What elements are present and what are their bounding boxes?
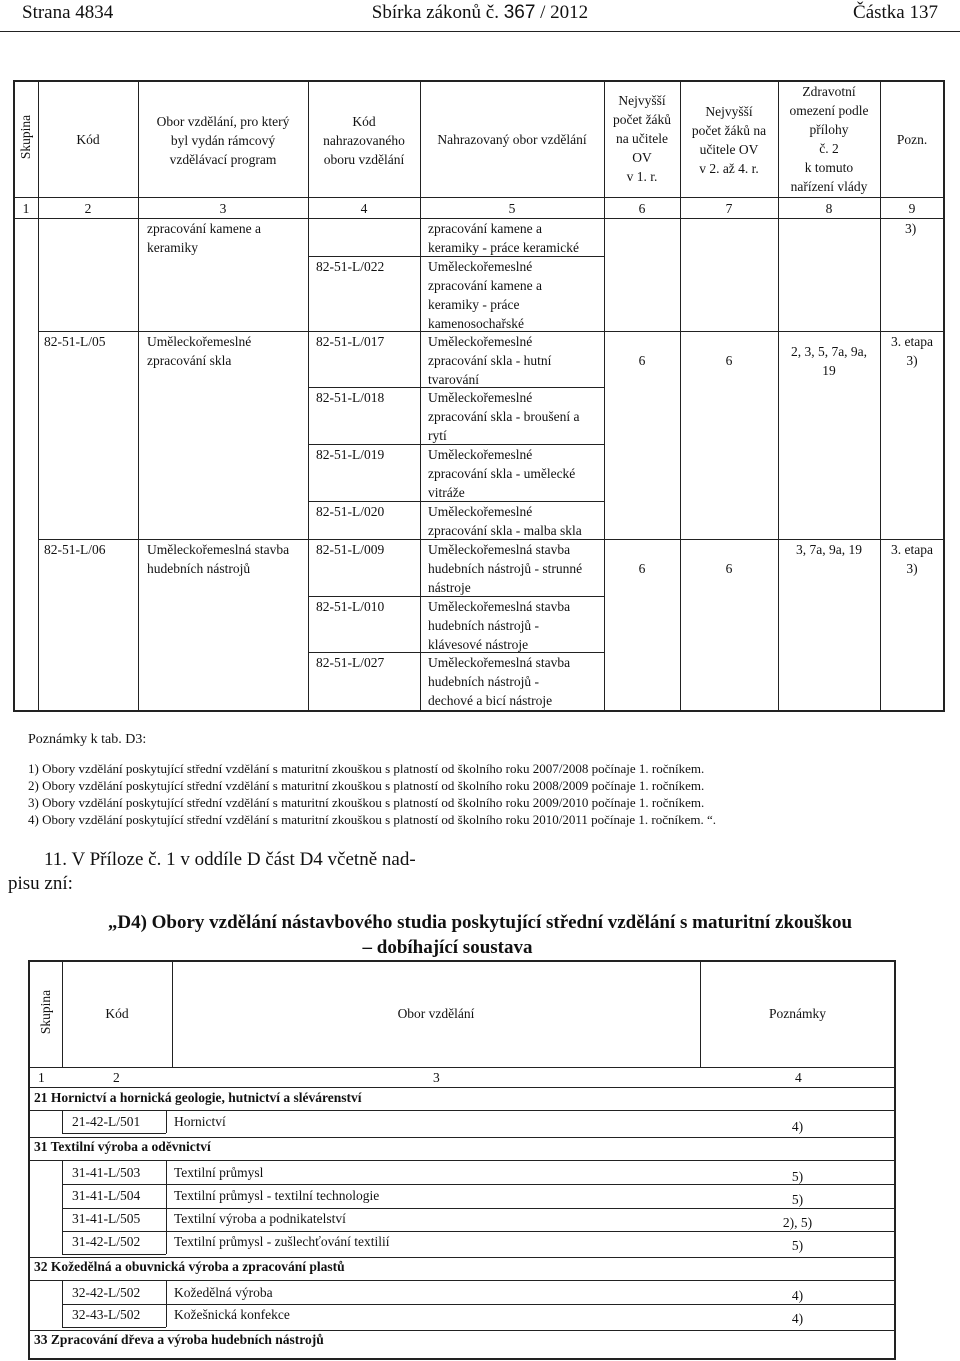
t2-obor: Textilní průmysl - zušlechťování textilií	[174, 1234, 390, 1249]
t1-zaku-2-4r: 6	[725, 353, 733, 368]
note-item: 3) Obory vzdělání poskytující střední vzdělání s maturitní zkouškou s platností od školního roku 2009/2010 počínaje 1. ročníkem.	[28, 795, 705, 810]
t1-header-zaku-1r: Nejvyšší počet žáků na učitele OV v 1. r.	[612, 93, 672, 184]
t1-kod: 82-51-L/06	[44, 542, 106, 557]
t1-kod: 82-51-L/05	[44, 334, 106, 349]
t2-kod: 31-42-L/502	[72, 1234, 141, 1249]
t1-zdravotni: 3, 7a, 9a, 19	[796, 542, 862, 557]
t1-colnum: 5	[508, 201, 516, 216]
collection-year: / 2012	[540, 2, 589, 23]
t2-kod: 32-42-L/502	[72, 1285, 141, 1300]
t1-pozn: 3)	[905, 221, 917, 236]
t1-obor: zpracování kamene a keramiky	[147, 221, 261, 255]
t1-zdravotni: 2, 3, 5, 7a, 9a, 19	[790, 344, 868, 378]
t1-kod-nahr: 82-51-L/009	[316, 542, 385, 557]
t1-nahr-obor: Uměleckořemeslné zpracování skla - broušení a rytí	[428, 390, 580, 443]
t1-colnum: 9	[908, 201, 916, 216]
t1-kod-nahr: 82-51-L/010	[316, 599, 385, 614]
t1-header-zdravotni: Zdravotní omezení podle přílohy č. 2 k tomuto nařízení vlády	[789, 84, 869, 194]
t2-colnum: 2	[113, 1070, 120, 1085]
t1-header-kod-nahr: Kód nahrazovaného oboru vzdělání	[323, 114, 405, 167]
t2-obor: Textilní výroba a podnikatelství	[174, 1211, 346, 1226]
t2-kod: 21-42-L/501	[72, 1114, 141, 1129]
t1-header-kod: Kód	[76, 132, 100, 147]
t2-group-title: 21 Hornictví a hornická geologie, hutnictví a slévárenství	[34, 1090, 362, 1105]
collection-prefix: Sbírka zákonů č.	[371, 2, 499, 23]
t1-colnum: 7	[725, 201, 733, 216]
t1-zaku-2-4r: 6	[725, 561, 733, 576]
t2-pozn: 4)	[791, 1311, 804, 1326]
part-number: Částka 137	[853, 2, 938, 23]
t2-pozn: 4)	[791, 1288, 804, 1303]
t1-colnum: 2	[84, 201, 92, 216]
t1-colnum: 4	[360, 201, 368, 216]
t2-pozn: 2), 5)	[782, 1215, 813, 1230]
t1-nahr-obor: Uměleckořemeslná stavba hudebních nástrojů - dechové a bicí nástroje	[428, 655, 571, 708]
t2-group-title: 31 Textilní výroba a oděvnictví	[34, 1139, 211, 1154]
t2-group-title: 33 Zpracování dřeva a výroba hudebních nástrojů	[34, 1332, 324, 1347]
t1-header-pozn: Pozn.	[896, 132, 928, 147]
collection-reference	[0, 2, 960, 24]
t2-obor: Hornictví	[174, 1114, 226, 1129]
collection-number: 367	[503, 2, 536, 23]
t1-colnum: 3	[219, 201, 227, 216]
note-item: 2) Obory vzdělání poskytující střední vzdělání s maturitní zkouškou s platností od školního roku 2008/2009 počínaje 1. ročníkem.	[28, 778, 705, 793]
t1-kod-nahr: 82-51-L/019	[316, 447, 385, 462]
note-item: 1) Obory vzdělání poskytující střední vzdělání s maturitní zkouškou s platností od školního roku 2007/2008 počínaje 1. ročníkem.	[28, 761, 705, 776]
t2-obor: Textilní průmysl	[174, 1165, 264, 1180]
t1-kod-nahr: 82-51-L/018	[316, 390, 385, 405]
t2-kod: 31-41-L/505	[72, 1211, 141, 1226]
t2-pozn: 5)	[791, 1192, 804, 1207]
t1-colnum: 6	[638, 201, 646, 216]
t2-kod: 32-43-L/502	[72, 1307, 141, 1322]
t1-nahr-obor: Uměleckořemeslné zpracování skla - malba skla	[428, 504, 582, 538]
t1-header-zaku-2-4r: Nejvyšší počet žáků na učitele OV v 2. až 4. r.	[691, 104, 767, 176]
t1-header-obor: Obor vzdělání, pro který byl vydán rámcový vzdělávací program	[156, 114, 290, 167]
t1-kod-nahr: 82-51-L/017	[316, 334, 385, 349]
t2-header-kod: Kód	[105, 1006, 129, 1021]
t1-nahr-obor: Uměleckořemeslné zpracování skla - hutní tvarování	[428, 334, 552, 387]
header-rule	[0, 31, 960, 32]
t1-header-skupina: Skupina	[18, 114, 33, 160]
t2-group-title: 32 Kožedělná a obuvnická výroba a zpracování plastů	[34, 1259, 345, 1274]
t2-pozn: 5)	[791, 1238, 804, 1253]
t2-obor: Textilní průmysl - textilní technologie	[174, 1188, 380, 1203]
amendment-line-1: 11. V Příloze č. 1 v oddíle D část D4 včetně nad-	[44, 849, 416, 870]
section-heading: „D4) Obory vzdělání nástavbového studia poskytující střední vzdělání s maturitní zkouškou	[107, 912, 853, 933]
t2-kod: 31-41-L/503	[72, 1165, 141, 1180]
t2-pozn: 5)	[791, 1169, 804, 1184]
t1-obor: Uměleckořemeslná stavba hudebních nástrojů	[147, 542, 290, 576]
t1-kod-nahr: 82-51-L/022	[316, 259, 385, 274]
t2-header-skupina: Skupina	[38, 989, 53, 1035]
t1-colnum: 1	[22, 201, 30, 216]
page-number: Strana 4834	[22, 2, 114, 23]
t1-header-nahr-obor: Nahrazovaný obor vzdělání	[437, 132, 587, 147]
amendment-line-2: pisu zní:	[8, 873, 73, 894]
t1-kod-nahr: 82-51-L/027	[316, 655, 385, 670]
t2-colnum: 1	[38, 1070, 45, 1085]
t1-kod-nahr: 82-51-L/020	[316, 504, 385, 519]
t2-obor: Kožedělná výroba	[174, 1285, 273, 1300]
t1-nahr-obor: Uměleckořemeslné zpracování kamene a keramiky - práce kamenosochařské	[428, 259, 542, 331]
t1-nahr-obor: zpracování kamene a keramiky - práce keramické	[428, 221, 580, 255]
notes-title: Poznámky k tab. D3:	[28, 732, 147, 747]
t2-header-poznamky: Poznámky	[769, 1006, 826, 1021]
t1-zaku-1r: 6	[638, 561, 646, 576]
t2-obor: Kožešnická konfekce	[174, 1307, 290, 1322]
t2-kod: 31-41-L/504	[72, 1188, 141, 1203]
t1-nahr-obor: Uměleckořemeslné zpracování skla - umělecké vitráže	[428, 447, 576, 500]
t1-zaku-1r: 6	[638, 353, 646, 368]
t2-colnum: 4	[795, 1070, 802, 1085]
section-subheading: – dobíhající soustava	[362, 937, 533, 958]
t2-pozn: 4)	[791, 1119, 804, 1134]
t1-nahr-obor: Uměleckořemeslná stavba hudebních nástrojů - strunné nástroje	[428, 542, 583, 595]
t1-obor: Uměleckořemeslné zpracování skla	[147, 334, 252, 368]
t1-pozn: 3. etapa 3)	[891, 334, 933, 368]
note-item: 4) Obory vzdělání poskytující střední vzdělání s maturitní zkouškou s platností od školního roku 2010/2011 počínaje 1. ročníkem. “.	[28, 812, 717, 827]
t1-pozn: 3. etapa 3)	[891, 542, 933, 576]
t2-colnum: 3	[433, 1070, 440, 1085]
t1-nahr-obor: Uměleckořemeslná stavba hudebních nástrojů - klávesové nástroje	[428, 599, 571, 652]
t2-header-obor: Obor vzdělání	[397, 1006, 475, 1021]
t1-colnum: 8	[825, 201, 833, 216]
